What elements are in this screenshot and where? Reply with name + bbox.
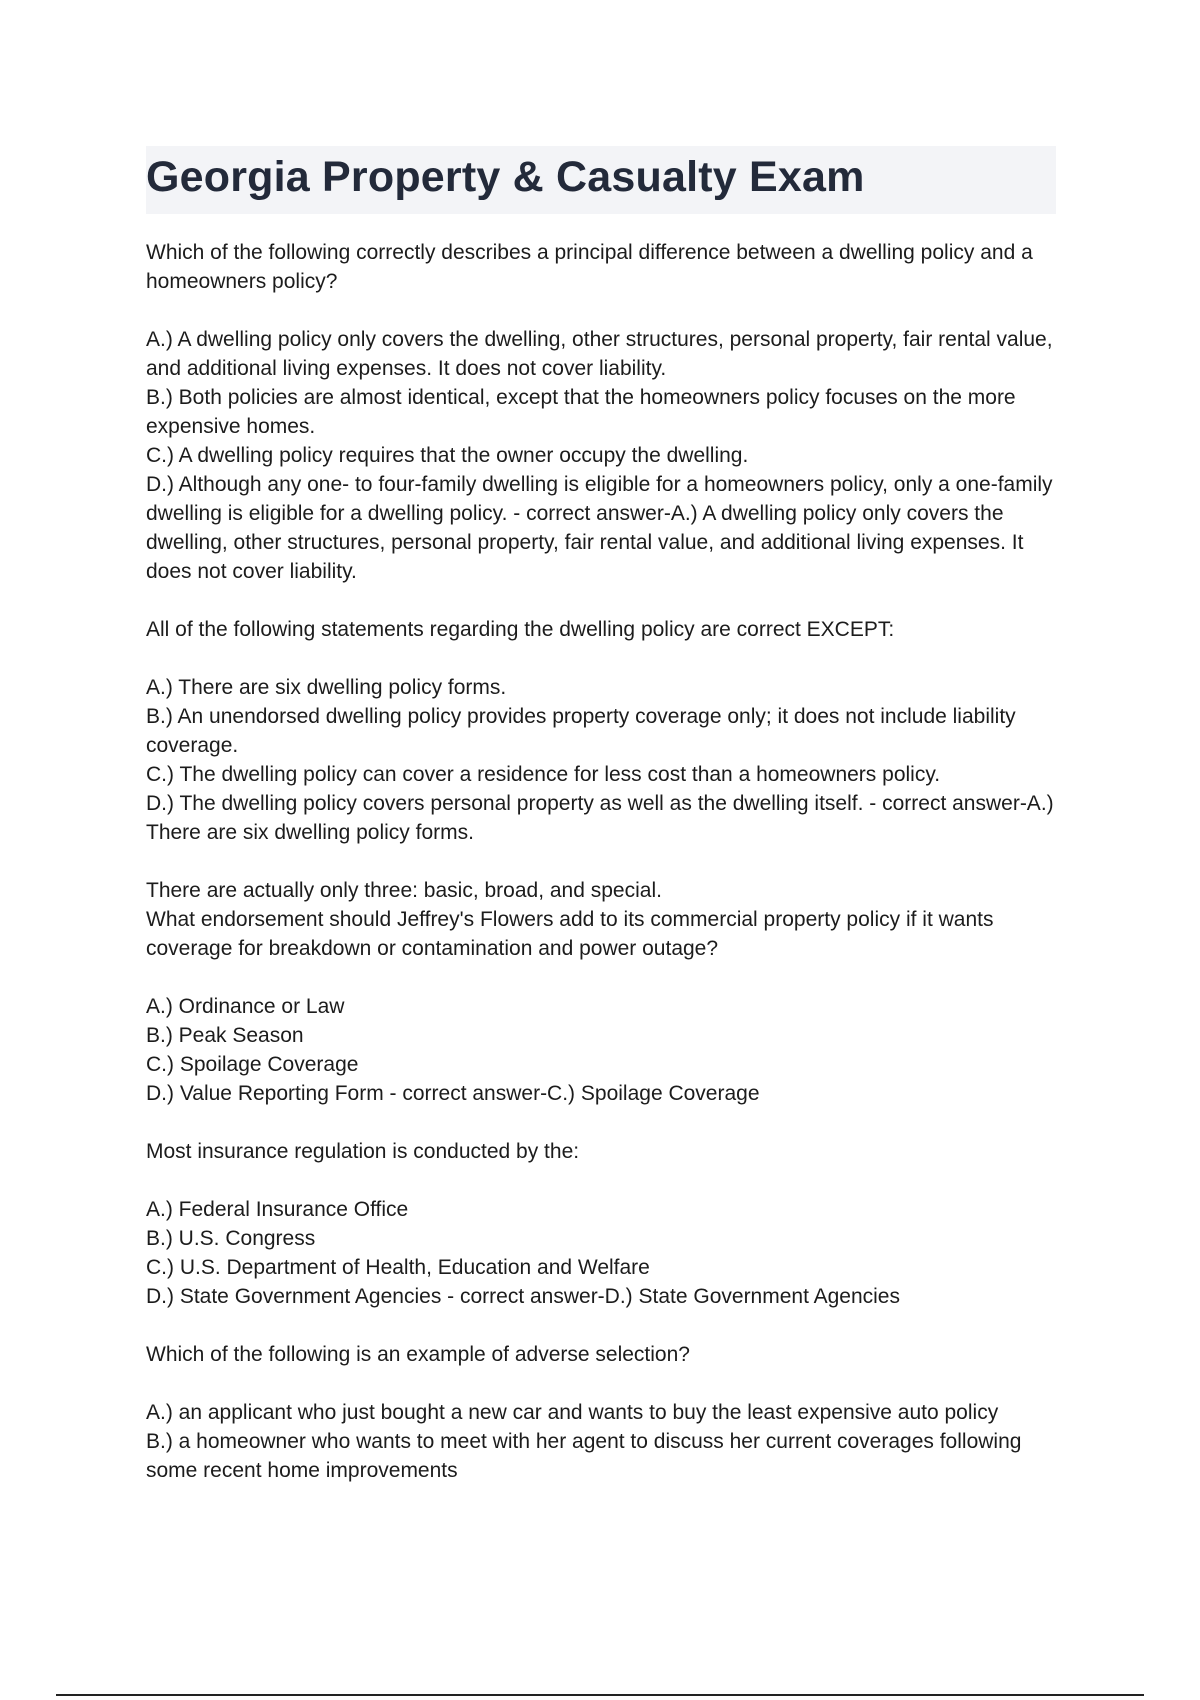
answer-option: B.) U.S. Congress [146,1227,316,1250]
question-block [146,615,1066,847]
footer-divider [56,1694,1144,1696]
question-text: All of the following statements regarding the dwelling policy are correct EXCEPT: [146,618,895,641]
answer-option: A.) A dwelling policy only covers the dwelling, other structures, personal property, fair rental value, and additional living expenses. It does not cover liability. [146,328,1053,380]
answer-option: B.) Both policies are almost identical, except that the homeowners policy focuses on the more expensive homes. [146,386,1016,438]
answer-option: A.) Federal Insurance Office [146,1198,409,1221]
answer-option: A.) Ordinance or Law [146,995,345,1018]
answer-option: A.) an applicant who just bought a new car and wants to buy the least expensive auto policy [146,1401,999,1424]
answer-option: D.) Value Reporting Form - correct answer-C.) Spoilage Coverage [146,1082,760,1105]
question-block [146,238,1066,586]
answer-option: B.) An unendorsed dwelling policy provides property coverage only; it does not include liability coverage. [146,705,1016,757]
question-block [146,1340,1066,1485]
answer-option: D.) State Government Agencies - correct answer-D.) State Government Agencies [146,1285,900,1308]
question-block [146,905,1066,1108]
answer-option: B.) Peak Season [146,1024,304,1047]
explanation-note: There are actually only three: basic, broad, and special. [146,879,662,902]
answer-option: C.) A dwelling policy requires that the owner occupy the dwelling. [146,444,749,467]
question-text: What endorsement should Jeffrey's Flowers add to its commercial property policy if it wants coverage for breakdown or contamination and power outage? [146,908,994,960]
answer-option: A.) There are six dwelling policy forms. [146,676,507,699]
answer-option: B.) a homeowner who wants to meet with her agent to discuss her current coverages following some recent home improvements [146,1430,1022,1482]
answer-option: D.) The dwelling policy covers personal property as well as the dwelling itself. - correct answer-A.) There are six dwelling policy forms. [146,792,1054,844]
question-text: Which of the following is an example of adverse selection? [146,1343,690,1366]
title-banner [146,146,1056,214]
document-body [146,238,1066,1514]
question-block [146,1137,1066,1311]
page-title: Georgia Property & Casualty Exam [146,153,865,201]
question-text: Which of the following correctly describes a principal difference between a dwelling policy and a homeowners policy? [146,241,1033,293]
answer-option: C.) Spoilage Coverage [146,1053,359,1076]
answer-option: C.) U.S. Department of Health, Education and Welfare [146,1256,650,1279]
question-text: Most insurance regulation is conducted by the: [146,1140,580,1163]
answer-option: D.) Although any one- to four-family dwelling is eligible for a homeowners policy, only a one-family dwelling is eligible for a dwelling policy. - correct answer-A.) A dwelling policy only covers the dwelling, other structures, personal property, fair rental value, and additional living expenses. It does not cover liability. [146,473,1053,583]
answer-option: C.) The dwelling policy can cover a residence for less cost than a homeowners policy. [146,763,941,786]
